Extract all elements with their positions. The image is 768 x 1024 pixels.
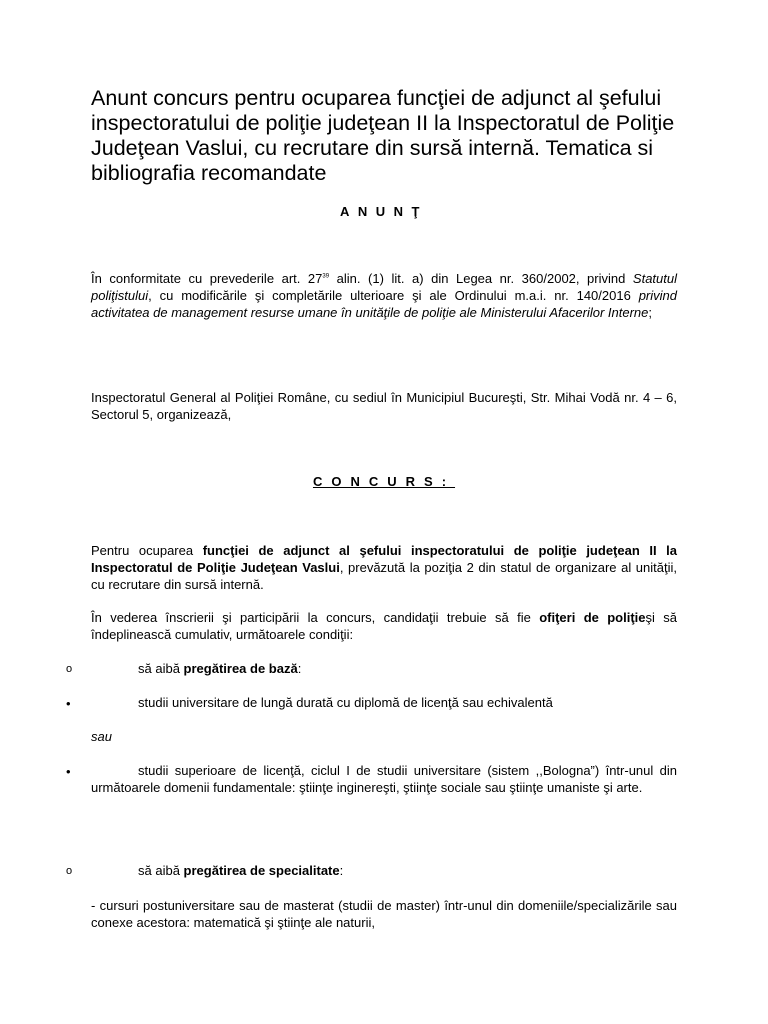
concurs-heading: CONCURS:	[312, 474, 456, 489]
position-paragraph	[91, 542, 677, 593]
position-text-1: Pentru ocuparea	[91, 543, 203, 558]
circle-bullet-1: o	[66, 663, 73, 675]
req1-bold: pregătirea de bază	[183, 661, 298, 676]
req2-text-1: să aibă	[138, 863, 184, 878]
intro-text-4: ;	[648, 305, 652, 320]
req2-bold: pregătirea de specialitate	[183, 863, 340, 878]
document-title: Anunt concurs pentru ocuparea funcţiei de adjunct al şefului inspectoratului de poliţie judeţean II la Inspectoratul de Poliţie Judeţean Vaslui, cu recrutare din sursă internă. Tematica si bibliografia recomandate	[91, 86, 675, 185]
conditions-text-1: În vederea înscrierii şi participării la concurs, candidaţii trebuie să fie	[91, 610, 540, 625]
requirement-bologna-studies: studii superioare de licenţă, ciclul I de studii universitare (sistem ,,Bologna”) într-unul din următoarele domenii fundamentale: ştiinţe inginereşti, ştiinţe sociale sau ştiinţe umaniste şi arte.	[91, 763, 677, 795]
req1-text-1: să aibă	[138, 661, 184, 676]
organizer-paragraph: Inspectoratul General al Poliţiei Române, cu sediul în Municipiul Bucureşti, Str. Mihai Vodă nr. 4 – 6, Sectorul 5, organizează,	[91, 390, 677, 422]
anunt-heading: ANUNŢ	[340, 204, 428, 219]
intro-text-2: alin. (1) lit. a) din Legea nr. 360/2002, privind	[329, 271, 633, 286]
position-bold: funcţiei de adjunct al şefului inspectoratului de poliţie judeţean II la Inspectoratul de Poliţie Judeţean Vaslui	[91, 543, 678, 575]
requirement-postgraduate-courses: - cursuri postuniversitare sau de masterat (studii de master) într-unul din domeniile/specializările sau conexe acestora: matematică şi ştiinţe ale naturii,	[91, 898, 677, 930]
conditions-paragraph	[91, 609, 677, 643]
dot-bullet-2: •	[66, 764, 71, 779]
intro-text-3: , cu modificările şi completările ulterioare şi ale Ordinului m.a.i. nr. 140/2016	[148, 288, 639, 303]
intro-text-1: În conformitate cu prevederile art. 27	[91, 271, 323, 286]
or-text	[91, 728, 677, 745]
intro-italic-order: privind activitatea de management resurse umane în unităţile de poliţie ale Ministerului Afacerilor Interne	[91, 288, 677, 320]
circle-bullet-2: o	[66, 865, 73, 877]
conditions-text-2: şi să îndeplinească cumulativ, următoarele condiţii:	[91, 610, 677, 642]
or-italic: sau	[91, 729, 112, 744]
req2-text-2: :	[339, 863, 344, 878]
requirement-specialty-training	[138, 862, 343, 879]
requirement-long-studies: studii universitare de lungă durată cu diplomă de licenţă sau echivalentă	[138, 695, 553, 710]
requirement-basic-training	[138, 660, 301, 677]
conditions-bold: ofiţeri de poliţie	[539, 610, 646, 625]
req1-text-2: :	[297, 661, 302, 676]
position-text-2: , prevăzută la poziţia 2 din statul de organizare al unităţii, cu recrutare din sursă internă.	[91, 560, 677, 592]
dot-bullet-1: •	[66, 696, 71, 711]
intro-paragraph	[91, 270, 677, 321]
intro-italic-statute: Statutul poliţistului	[91, 271, 677, 303]
intro-superscript: 39	[322, 273, 330, 280]
